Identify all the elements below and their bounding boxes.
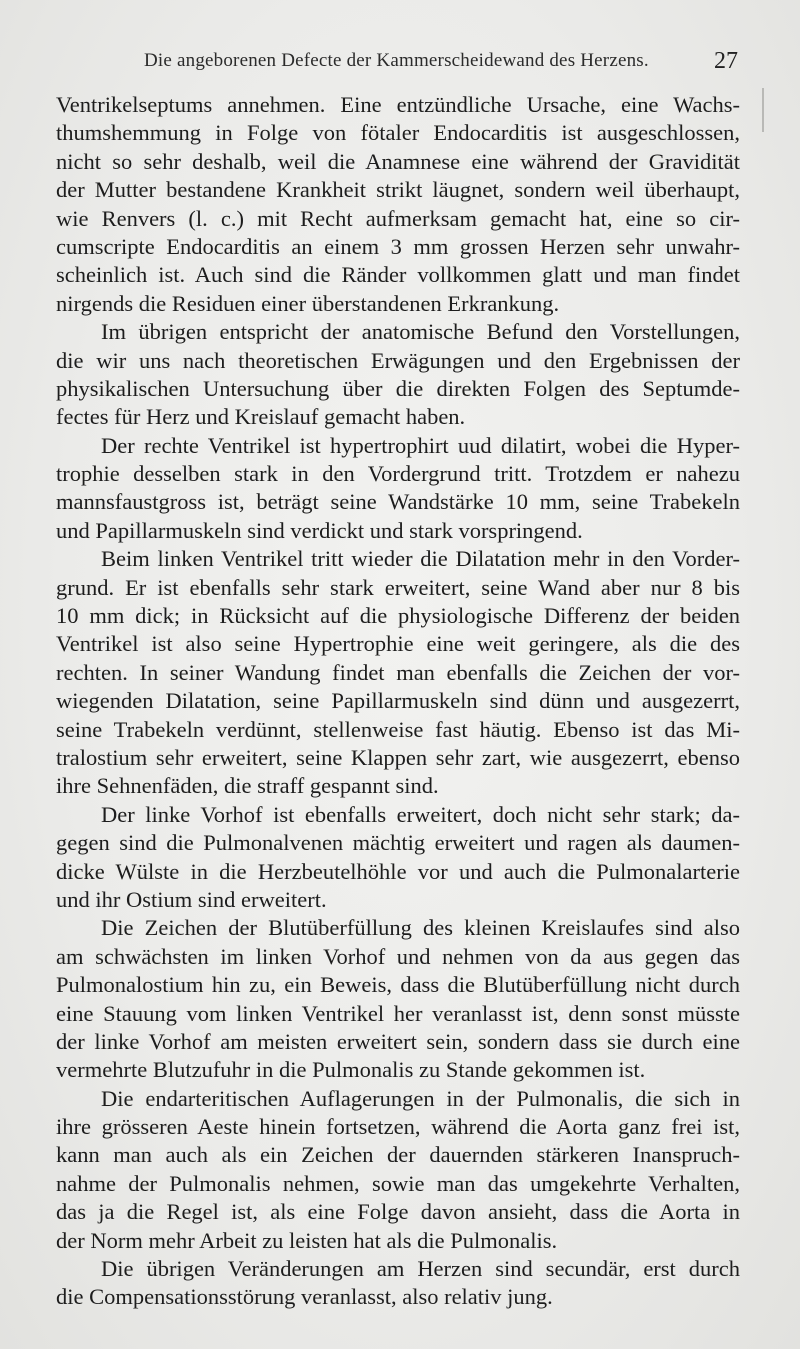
text-line: Ventrikelseptums annehmen. Eine entzündliche Ursache, eine Wachs- — [56, 92, 740, 117]
text-line: nicht so sehr deshalb, weil die Anamnese eine während der Gravidität — [56, 148, 740, 174]
text-line: mannsfaustgross ist, beträgt seine Wandstärke 10 mm, seine Trabekeln — [56, 489, 740, 515]
text-line: Die endarteritischen Auflagerungen in der Pulmonalis, die sich in — [101, 1085, 740, 1111]
text-line: und Papillarmuskeln sind verdickt und stark vorspringend. — [56, 517, 583, 543]
text-line: die wir uns nach theoretischen Erwägungen und den Ergebnissen der — [56, 347, 740, 373]
text-line: Die Zeichen der Blutüberfüllung des kleinen Kreislaufes sind also — [101, 915, 740, 941]
text-line: thumshemmung in Folge von fötaler Endocarditis ist ausgeschlossen, — [56, 120, 740, 146]
text-line: tralostium sehr erweitert, seine Klappen sehr zart, wie ausgezerrt, ebenso — [56, 744, 740, 770]
text-line: das ja die Regel ist, als eine Folge davon ansieht, dass die Aorta in — [56, 1199, 740, 1225]
text-line: nirgends die Residuen einer überstandenen Erkrankung. — [56, 290, 560, 316]
text-line: ihre Sehnenfäden, die straff gespannt sind. — [56, 773, 439, 799]
text-line: der Mutter bestandene Krankheit strikt läugnet, sondern weil überhaupt, — [56, 177, 740, 203]
text-line: wie Renvers (l. c.) mit Recht aufmerksam gemacht hat, eine so cir- — [56, 205, 740, 231]
text-line: physikalischen Untersuchung über die direkten Folgen des Septumde- — [56, 375, 740, 401]
text-line: 10 mm dick; in Rücksicht auf die physiologische Differenz der beiden — [56, 603, 740, 629]
text-line: Die übrigen Veränderungen am Herzen sind secundär, erst durch — [101, 1256, 740, 1282]
text-line: seine Trabekeln verdünnt, stellenweise fast häutig. Ebenso ist das Mi- — [56, 716, 740, 742]
text-line: eine Stauung vom linken Ventrikel her veranlasst ist, denn sonst müsste — [56, 1000, 740, 1026]
text-line: Der rechte Ventrikel ist hypertrophirt uud dilatirt, wobei die Hyper- — [101, 432, 740, 458]
body-text — [56, 91, 740, 1312]
text-line: am schwächsten im linken Vorhof und nehmen von da aus gegen das — [56, 943, 740, 969]
margin-mark — [762, 88, 764, 132]
text-line: scheinlich ist. Auch sind die Ränder vollkommen glatt und man findet — [56, 262, 740, 288]
text-line: die Compensationsstörung veranlasst, also relativ jung. — [56, 1284, 553, 1310]
text-line: cumscripte Endocarditis an einem 3 mm grossen Herzen sehr unwahr- — [56, 233, 740, 259]
text-line: ihre grösseren Aeste hinein fortsetzen, während die Aorta ganz frei ist, — [56, 1114, 740, 1140]
text-line: fectes für Herz und Kreislauf gemacht haben. — [56, 404, 466, 430]
text-line: Ventrikel ist also seine Hypertrophie eine weit geringere, als die des — [56, 631, 740, 657]
text-line: gegen sind die Pulmonalvenen mächtig erweitert und ragen als daumen- — [56, 830, 740, 856]
page-number: 27 — [714, 48, 738, 74]
running-title: Die angeborenen Defecte der Kammerscheidewand des Herzens. — [144, 50, 649, 71]
text-line: dicke Wülste in die Herzbeutelhöhle vor und auch die Pulmonalarterie — [56, 858, 740, 884]
running-head — [56, 50, 744, 84]
text-line: Der linke Vorhof ist ebenfalls erweitert, doch nicht sehr stark; da- — [101, 801, 740, 827]
text-line: und ihr Ostium sind erweitert. — [56, 886, 327, 912]
text-line: nahme der Pulmonalis nehmen, sowie man das umgekehrte Verhalten, — [56, 1170, 740, 1196]
text-line: der Norm mehr Arbeit zu leisten hat als die Pulmonalis. — [56, 1227, 558, 1253]
text-line: trophie desselben stark in den Vordergrund tritt. Trotzdem er nahezu — [56, 461, 740, 487]
text-line: Im übrigen entspricht der anatomische Befund den Vorstellungen, — [101, 319, 740, 345]
text-line: vermehrte Blutzufuhr in die Pulmonalis zu Stande gekommen ist. — [56, 1057, 646, 1083]
text-line: rechten. In seiner Wandung findet man ebenfalls die Zeichen der vor- — [56, 659, 740, 685]
text-line: kann man auch als ein Zeichen der dauernden stärkeren Inanspruch- — [56, 1142, 740, 1168]
text-line: der linke Vorhof am meisten erweitert sein, sondern dass sie durch eine — [56, 1028, 740, 1054]
text-line: wiegenden Dilatation, seine Papillarmuskeln sind dünn und ausgezerrt, — [56, 688, 740, 714]
text-line: grund. Er ist ebenfalls sehr stark erweitert, seine Wand aber nur 8 bis — [56, 574, 740, 600]
text-line: Pulmonalostium hin zu, ein Beweis, dass die Blutüberfüllung nicht durch — [56, 972, 740, 998]
text-line: Beim linken Ventrikel tritt wieder die Dilatation mehr in den Vorder- — [101, 546, 740, 572]
